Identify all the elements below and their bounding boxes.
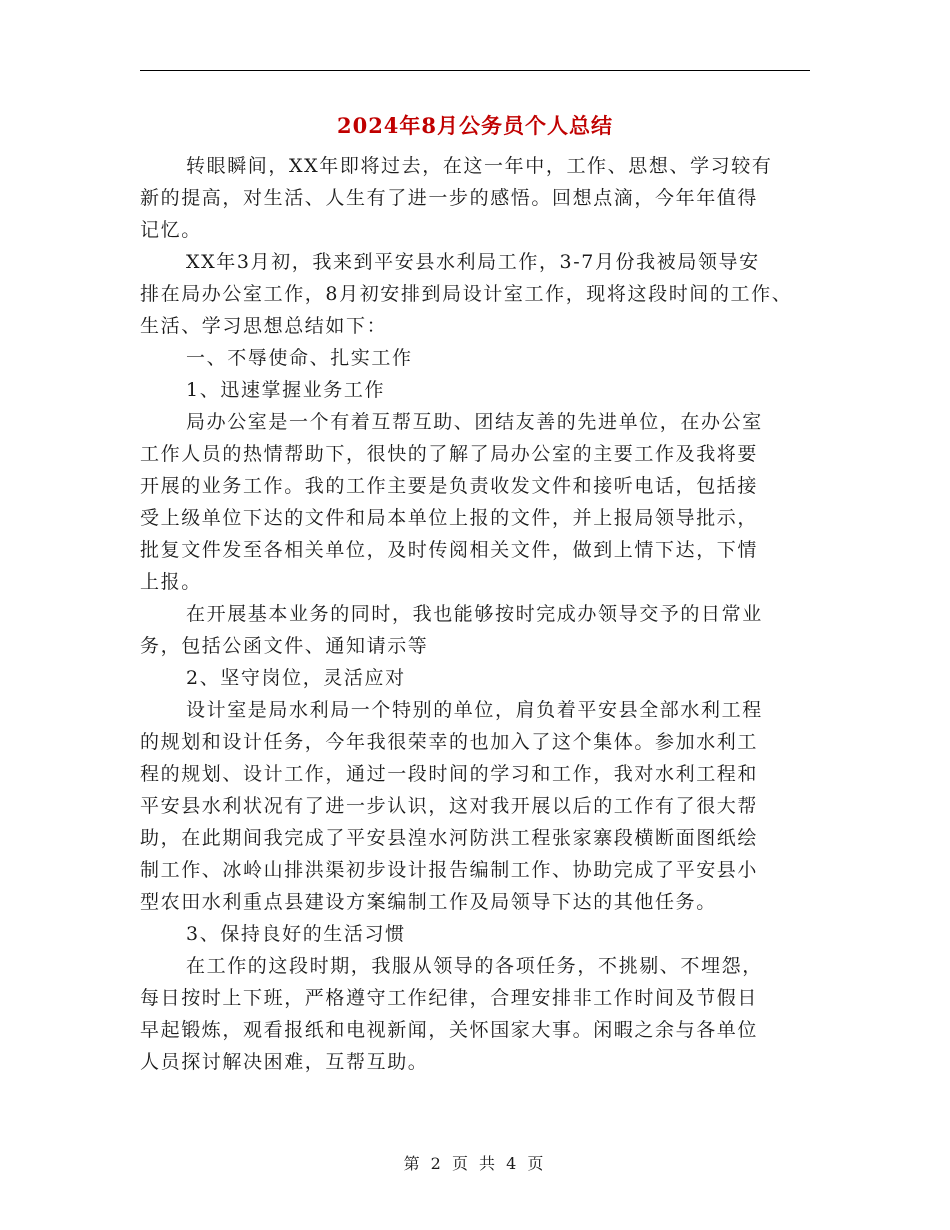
body-line: 转眼瞬间，XX年即将过去，在这一年中，工作、思想、学习较有 [186, 155, 773, 177]
body-line: XX年3月初，我来到平安县水利局工作，3-7月份我被局领导安 [186, 251, 760, 273]
body-line: 的规划和设计任务，今年我很荣幸的也加入了这个集体。参加水利工 [140, 731, 759, 753]
subsection-heading: 3、保持良好的生活习惯 [186, 923, 406, 945]
document-body [140, 150, 810, 1078]
body-line: 人员探讨解决困难，互帮互助。 [140, 1051, 429, 1073]
document-title: 2024年8月公务员个人总结 [336, 113, 614, 138]
body-line: 助，在此期间我完成了平安县湟水河防洪工程张家寨段横断面图纸绘 [140, 827, 759, 849]
subsection-heading: 1、迅速掌握业务工作 [186, 379, 386, 401]
body-line: 在工作的这段时期，我服从领导的各项任务，不挑剔、不埋怨， [186, 955, 763, 977]
subsection-heading: 2、坚守岗位，灵活应对 [186, 667, 406, 689]
body-line: 在开展基本业务的同时，我也能够按时完成办领导交予的日常业 [186, 603, 763, 625]
body-line: 新的提高，对生活、人生有了进一步的感悟。回想点滴，今年年值得 [140, 187, 759, 209]
body-line: 开展的业务工作。我的工作主要是负责收发文件和接听电话，包括接 [140, 475, 759, 497]
body-line: 批复文件发至各相关单位，及时传阅相关文件，做到上情下达，下情 [140, 539, 759, 561]
body-line: 务，包括公函文件、通知请示等 [140, 635, 429, 657]
body-line: 程的规划、设计工作，通过一段时间的学习和工作，我对水利工程和 [140, 763, 759, 785]
body-line: 制工作、冰岭山排洪渠初步设计报告编制工作、协助完成了平安县小 [140, 859, 759, 881]
body-line: 每日按时上下班，严格遵守工作纪律，合理安排非工作时间及节假日 [140, 987, 759, 1009]
body-line: 早起锻炼，观看报纸和电视新闻，关怀国家大事。闲暇之余与各单位 [140, 1019, 759, 1041]
body-line: 局办公室是一个有着互帮互助、团结友善的先进单位，在办公室 [186, 411, 763, 433]
body-line: 设计室是局水利局一个特别的单位，肩负着平安县全部水利工程 [186, 699, 763, 721]
section-heading: 一、不辱使命、扎实工作 [186, 347, 413, 369]
body-line: 型农田水利重点县建设方案编制工作及局领导下达的其他任务。 [140, 891, 717, 913]
body-line: 上报。 [140, 571, 202, 593]
body-line: 受上级单位下达的文件和局本单位上报的文件，并上报局领导批示， [140, 507, 759, 529]
body-line: 生活、学习思想总结如下： [140, 315, 388, 337]
body-line: 排在局办公室工作，8月初安排到局设计室工作，现将这段时间的工作、 [140, 283, 793, 305]
header-rule [140, 70, 810, 71]
body-line: 工作人员的热情帮助下，很快的了解了局办公室的主要工作及我将要 [140, 443, 759, 465]
page-footer: 第 2 页 共 4 页 [403, 1154, 547, 1173]
body-line: 平安县水利状况有了进一步认识，这对我开展以后的工作有了很大帮 [140, 795, 759, 817]
body-line: 记忆。 [140, 219, 202, 241]
